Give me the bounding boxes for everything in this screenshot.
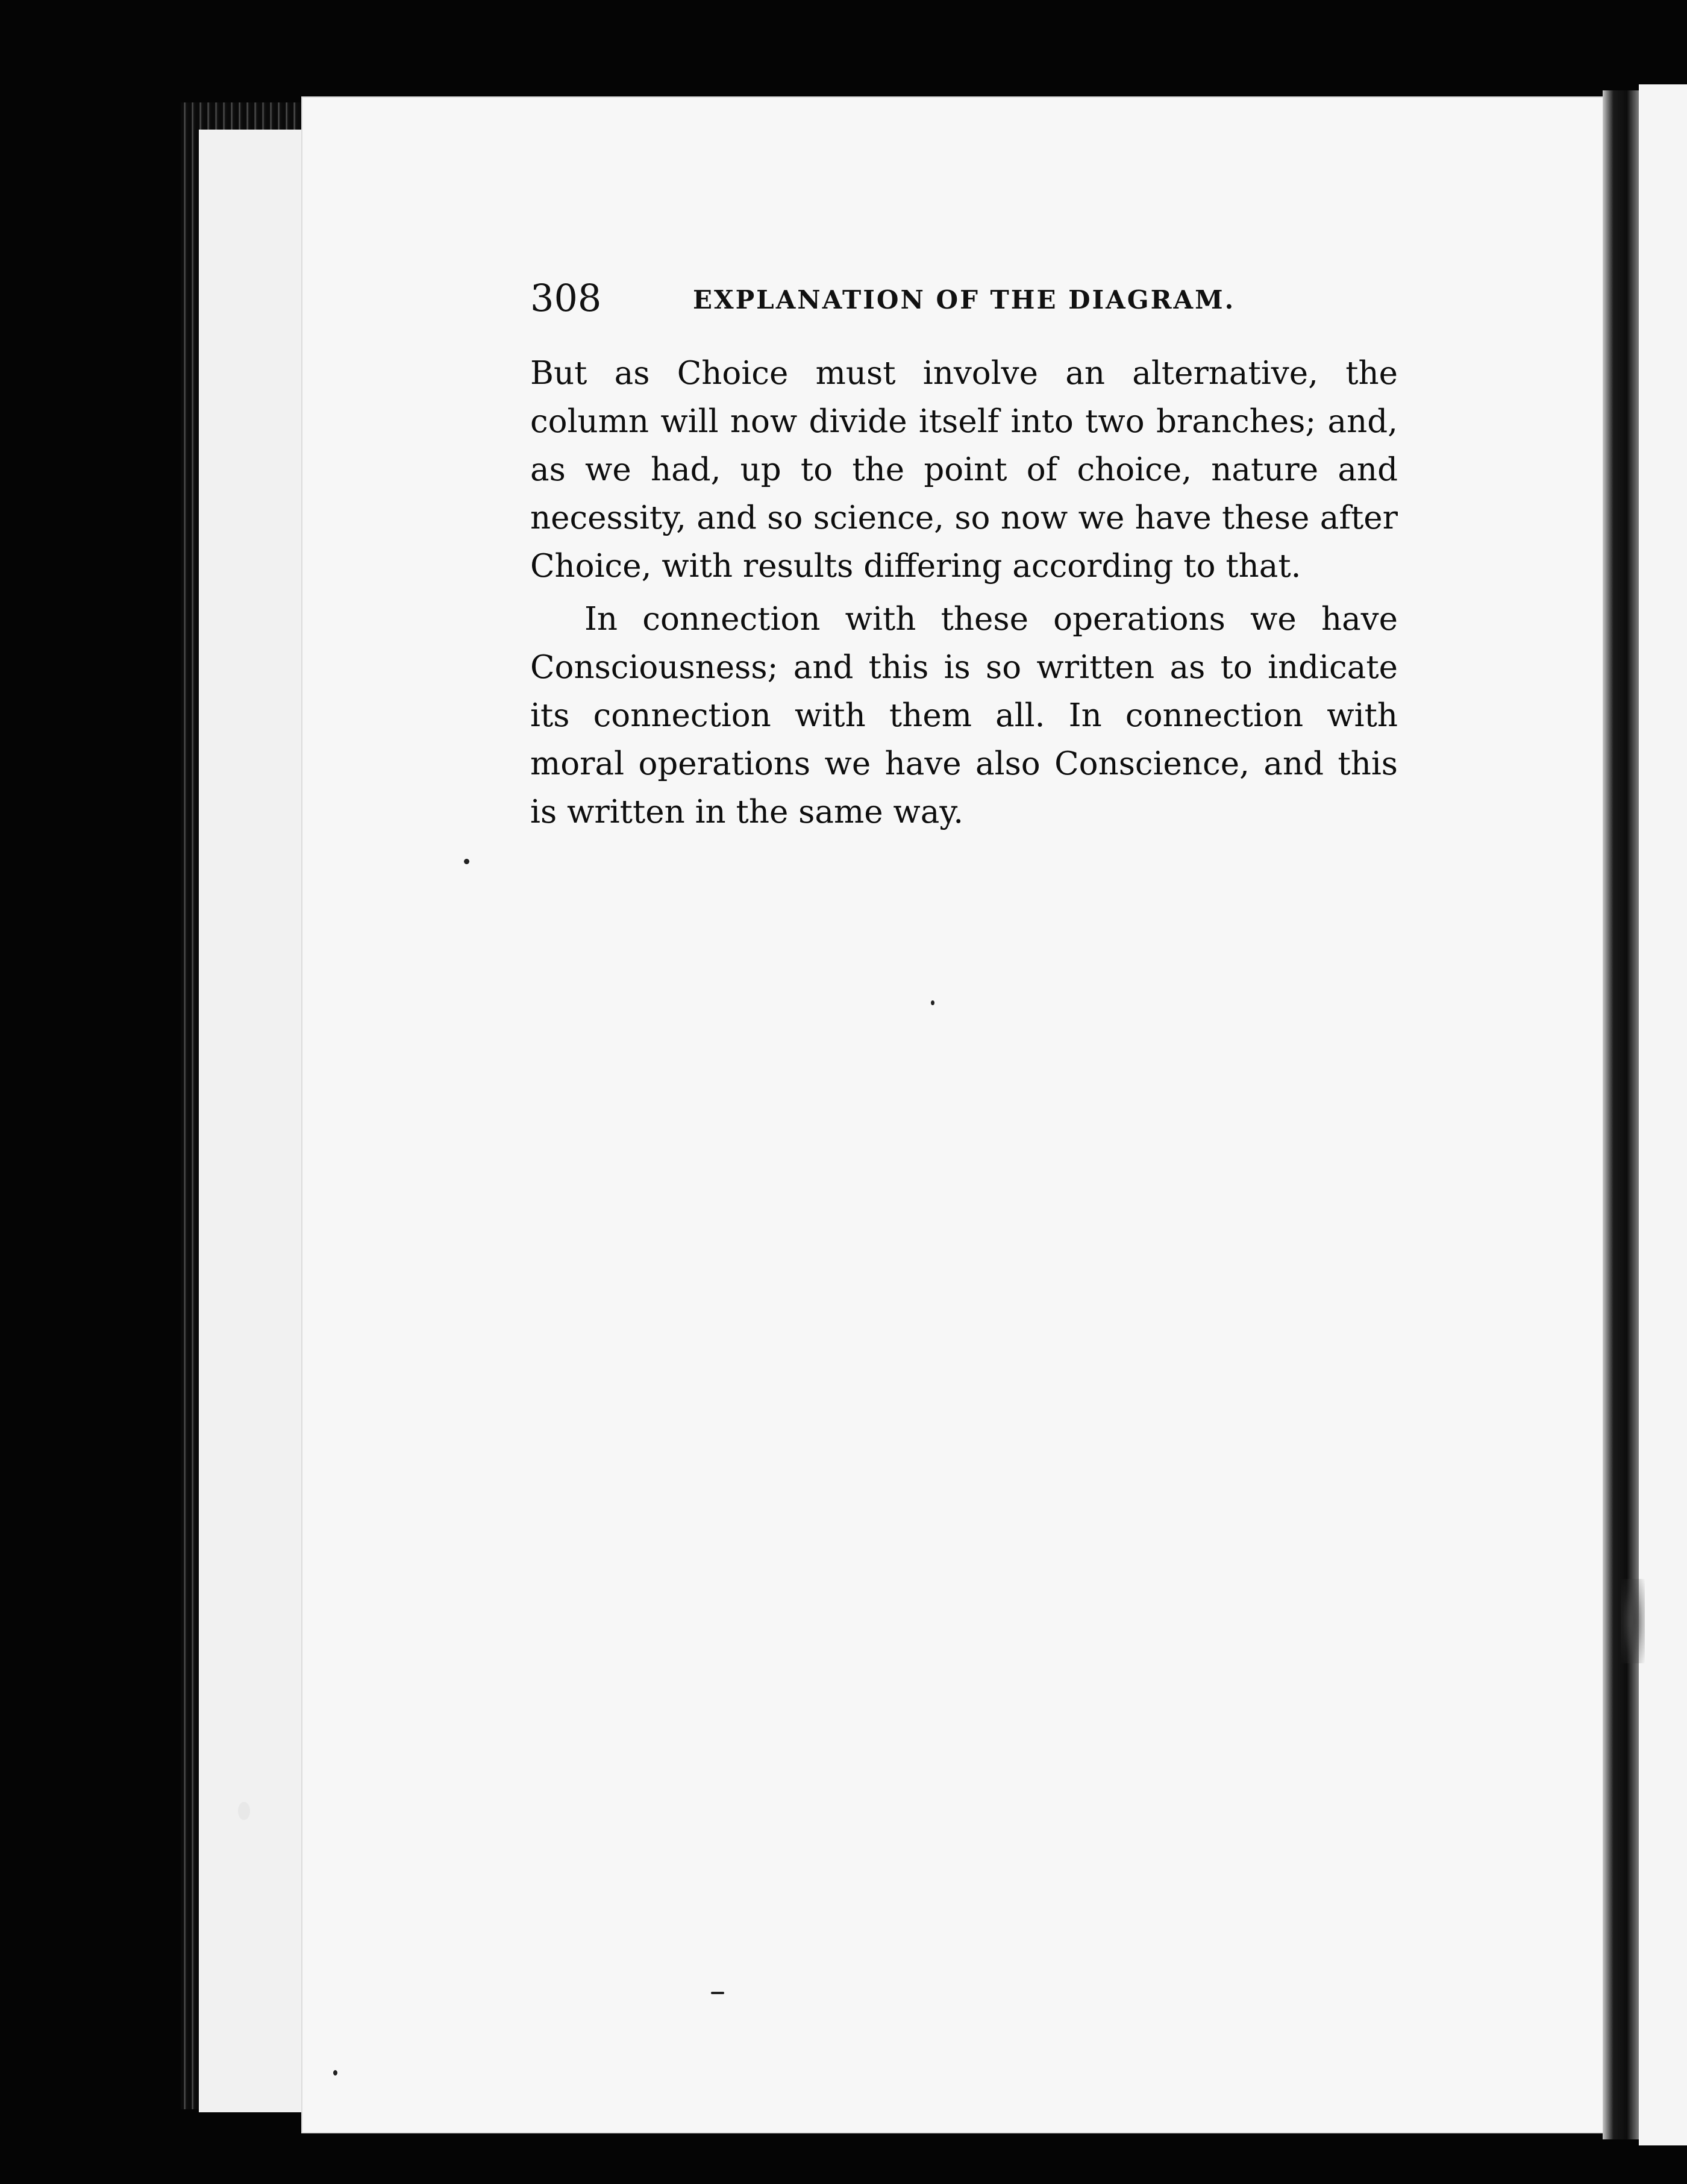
paragraph-2: In connection with these operations we have Consciousness; and this is so written as to indicate its connection with them all. In connection with moral operations we have also Conscience, and this is written in the same way. <box>530 601 1398 830</box>
ink-speck <box>333 2070 337 2076</box>
page-number: 308 <box>530 276 602 320</box>
page-stain <box>1621 1579 1645 1663</box>
running-head: EXPLANATION OF THE DIAGRAM. <box>693 285 1236 315</box>
ink-speck <box>931 1000 934 1005</box>
paragraph-1: But as Choice must involve an alternative, the column will now divide itself into two branches; and, as we had, up to the point of choice, nature and necessity, and so science, so now we have these after Choice, with results differing according to that. <box>530 355 1398 585</box>
next-page-edge <box>1639 84 1687 2145</box>
ink-speck <box>711 1992 724 1994</box>
ink-speck <box>464 859 469 864</box>
previous-page-edge <box>199 130 307 2112</box>
book-gutter <box>1603 90 1639 2139</box>
page-header <box>530 271 1398 325</box>
body-text <box>530 350 1398 836</box>
ink-speck <box>238 1802 250 1820</box>
